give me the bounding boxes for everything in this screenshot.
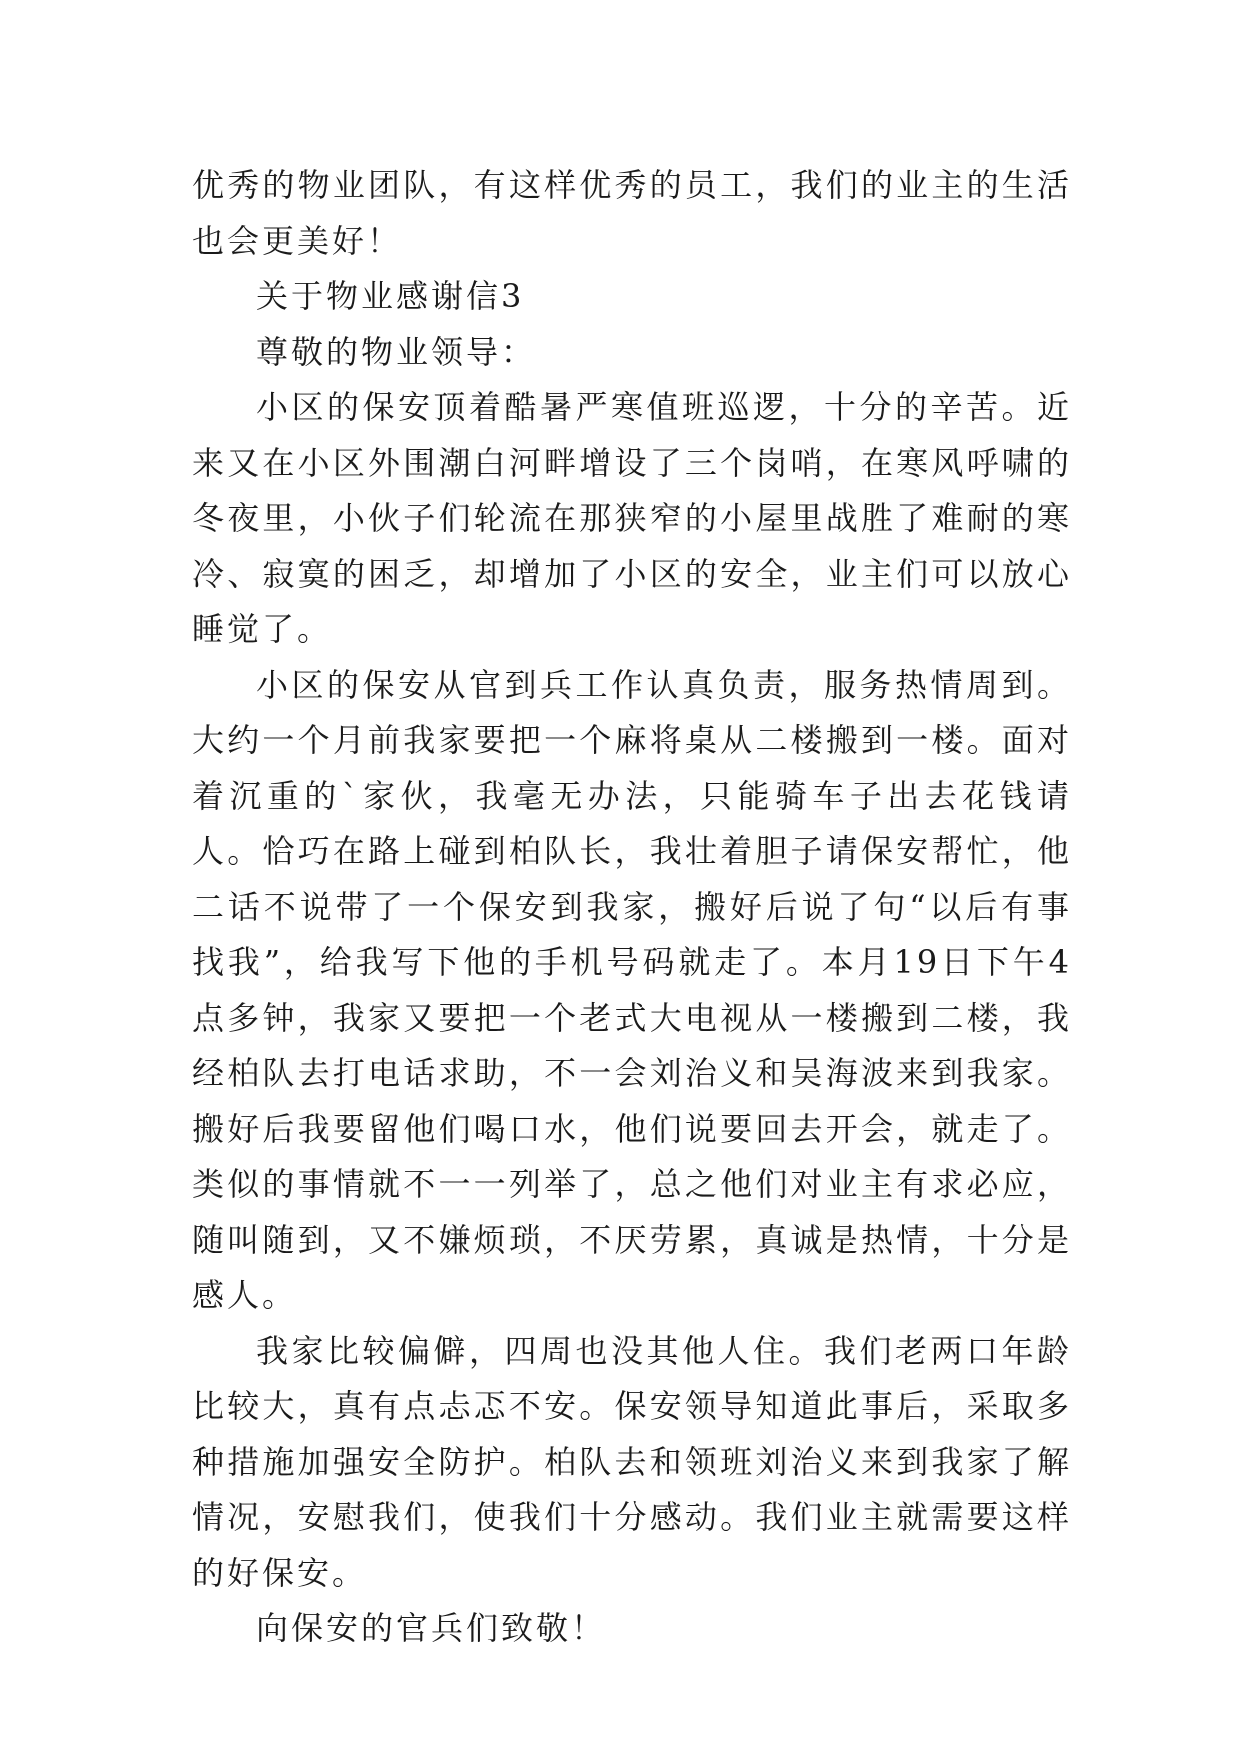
paragraph-safety: 我家比较偏僻，四周也没其他人住。我们老两口年龄比较大，真有点忐忑不安。保安领导知道此事后，采取多种措施加强安全防护。柏队去和领班刘治义来到我家了解情况，安慰我们，使我们十分感动。我们业主就需要这样的好保安。 [192,1331,1072,1592]
paragraph-night-patrol: 小区的保安顶着酷暑严寒值班巡逻，十分的辛苦。近来又在小区外围潮白河畔增设了三个岗哨，在寒风呼啸的冬夜里，小伙子们轮流在那狭窄的小屋里战胜了难耐的寒冷、寂寞的困乏，却增加了小区的安全，业主们可以放心睡觉了。 [192,388,1072,648]
letter-body [192,158,1072,1657]
paragraph-continuation: 优秀的物业团队，有这样优秀的员工，我们的业主的生活也会更美好！ [192,166,1072,260]
paragraph-moving-help: 小区的保安从官到兵工作认真负责，服务热情周到。大约一个月前我家要把一个麻将桌从二楼搬到一楼。面对着沉重的`家伙，我毫无办法，只能骑车子出去花钱请人。恰巧在路上碰到柏队长，我壮着胆子请保安帮忙，他二话不说带了一个保安到我家，搬好后说了句“以后有事找我”，给我写下他的手机号码就走了。本月19日下午4点多钟，我家又要把一个老式大电视从一楼搬到二楼，我经柏队去打电话求助，不一会刘治义和吴海波来到我家。搬好后我要留他们喝口水，他们说要回去开会，就走了。类似的事情就不一一列举了，总之他们对业主有求必应，随叫随到，又不嫌烦琐，不厌劳累，真诚是热情，十分是感人。 [192,665,1072,1314]
closing-line: 向保安的官兵们致敬！ [256,1609,607,1647]
letter-title: 关于物业感谢信3 [256,277,525,315]
salutation: 尊敬的物业领导： [256,332,537,371]
